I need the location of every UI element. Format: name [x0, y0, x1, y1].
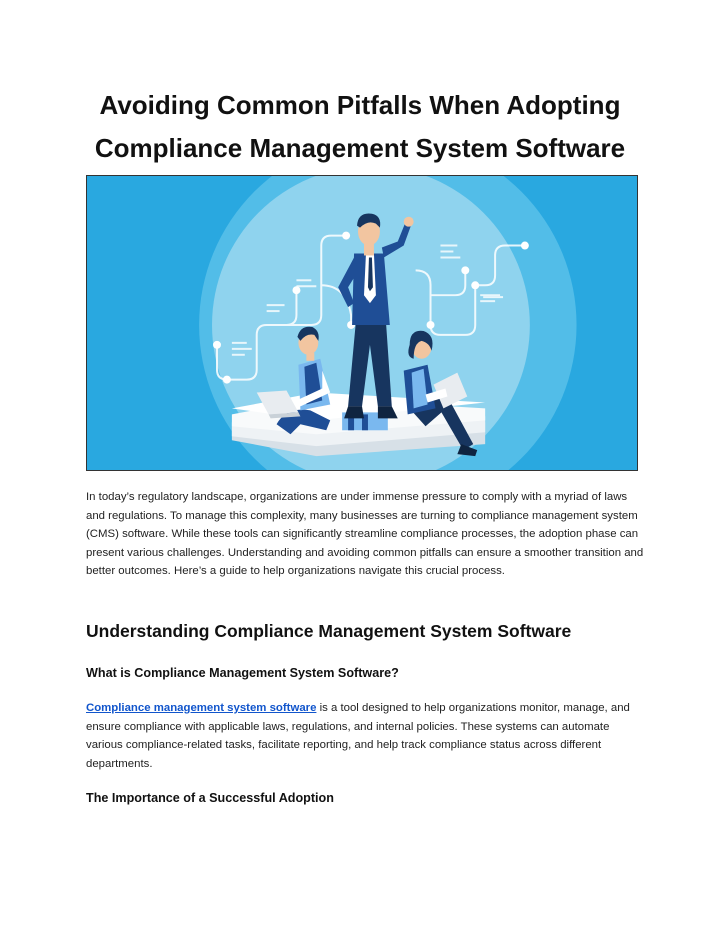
- subheading-importance: The Importance of a Successful Adoption: [86, 791, 334, 805]
- intro-paragraph: In today’s regulatory landscape, organizations are under immense pressure to comply with a myriad of laws and regulations. To manage this complexity, many businesses are turning to compliance management system (CMS) software. While these tools can significantly streamline compliance processes, the adoption phase can present various challenges. Understanding and avoiding common pitfalls can ensure a smoother transition and better outcomes. Here’s a guide to help organizations navigate this crucial process.: [86, 491, 644, 577]
- subheading-what-is: What is Compliance Management System Software?: [86, 666, 399, 680]
- title-line-2: Compliance Management System Software: [94, 133, 626, 163]
- cms-software-link[interactable]: Compliance management system software: [86, 702, 317, 714]
- section-heading: Understanding Compliance Management System Software: [86, 621, 572, 641]
- business-team-illustration-icon: [87, 176, 637, 470]
- title-line-1: Avoiding Common Pitfalls When Adopting: [99, 90, 621, 120]
- hero-illustration: [86, 175, 638, 471]
- page-title: [60, 84, 660, 170]
- what-is-paragraph: [86, 699, 646, 773]
- what-is-paragraph-text: is a tool designed to help organizations monitor, manage, and ensure compliance with applicable laws, regulations, and internal policies. These systems can automate various compliance-related tasks, facilitate reporting, and help track compliance status across different departments.: [86, 702, 630, 770]
